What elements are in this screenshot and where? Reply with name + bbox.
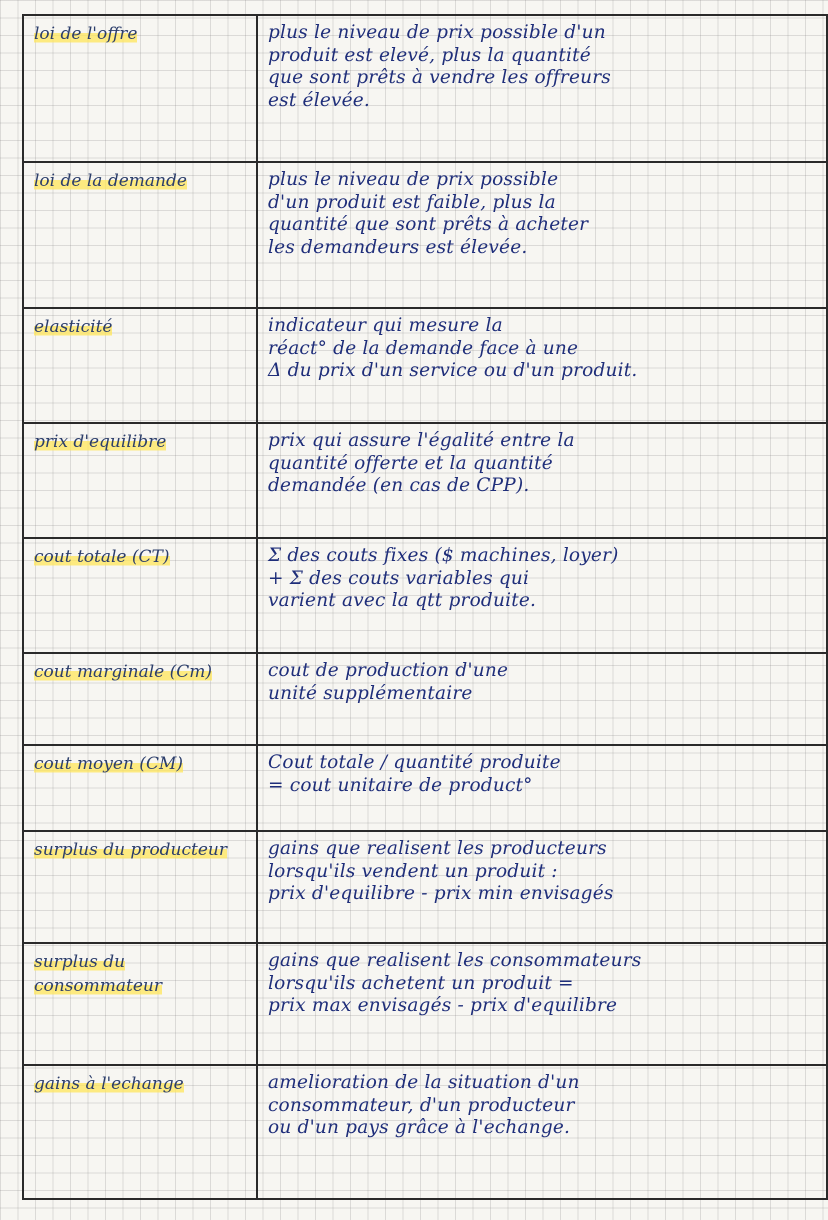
definition-cell [257, 943, 827, 1065]
definition-line: unité supplémentaire [268, 682, 473, 704]
term-label: loi de l'offre [34, 24, 138, 44]
definition-text [268, 315, 816, 383]
definition-line: ou d'un pays grâce à l'echange. [268, 1117, 571, 1138]
definition-cell [257, 15, 827, 162]
term-cell [23, 1065, 257, 1199]
term-label: surplus du consommateur [34, 952, 163, 996]
definition-line: amelioration de la situation d'un [268, 1072, 580, 1093]
term-cell [23, 15, 257, 162]
definition-line: que sont prêts à vendre les offreurs [268, 67, 611, 88]
definition-text [268, 752, 816, 797]
definition-line: réact° de la demande face à une [268, 337, 579, 359]
definition-line: + Σ des couts variables qui [268, 567, 530, 589]
definition-line: plus le niveau de prix possible [268, 169, 559, 190]
term-cell [23, 653, 257, 745]
definition-text [268, 545, 816, 613]
definition-line: demandée (en cas de CPP). [268, 475, 530, 496]
definition-cell [257, 423, 827, 538]
definition-line: prix qui assure l'égalité entre la [268, 430, 575, 451]
table-row [23, 423, 827, 538]
definition-line: quantité que sont prêts à acheter [268, 214, 589, 235]
definition-line: produit est elevé, plus la quantité [268, 44, 591, 66]
table-row [23, 162, 827, 308]
definition-cell [257, 1065, 827, 1199]
definition-text [268, 430, 816, 498]
vocabulary-table [22, 14, 828, 1200]
definition-cell [257, 745, 827, 831]
term-cell [23, 423, 257, 538]
definition-cell [257, 538, 827, 653]
vocabulary-sheet [22, 14, 828, 1198]
definition-line: lorsqu'ils achetent un produit = [268, 972, 574, 994]
definition-line: prix d'equilibre - prix min envisagés [268, 883, 614, 904]
term-cell [23, 943, 257, 1065]
definition-line: Cout totale / quantité produite [268, 752, 561, 773]
term-label: surplus du producteur [34, 840, 227, 860]
definition-line: Σ des couts fixes ($ machines, loyer) [268, 545, 619, 566]
term-cell [23, 308, 257, 423]
term-cell [23, 162, 257, 308]
definition-line: indicateur qui mesure la [268, 315, 503, 336]
term-label: elasticité [34, 317, 113, 337]
table-row [23, 745, 827, 831]
definition-cell [257, 653, 827, 745]
table-row [23, 538, 827, 653]
term-label: gains à l'echange [34, 1074, 184, 1094]
definition-text [268, 950, 816, 1018]
table-row [23, 653, 827, 745]
term-label: cout marginale (Cm) [34, 662, 213, 682]
table-row [23, 15, 827, 162]
table-row [23, 943, 827, 1065]
definition-text [268, 838, 816, 906]
table-row [23, 308, 827, 423]
term-label: cout totale (CT) [34, 547, 170, 567]
table-row [23, 1065, 827, 1199]
table-row [23, 831, 827, 943]
definition-line: = cout unitaire de product° [268, 774, 533, 796]
definition-line: prix max envisagés - prix d'equilibre [268, 995, 618, 1016]
definition-line: gains que realisent les consommateurs [268, 950, 642, 971]
definition-cell [257, 162, 827, 308]
definition-line: cout de production d'une [268, 660, 509, 681]
definition-line: consommateur, d'un producteur [268, 1094, 575, 1116]
definition-line: lorsqu'ils vendent un produit : [268, 860, 558, 882]
definition-text [268, 169, 816, 259]
term-label: prix d'equilibre [34, 432, 167, 452]
definition-line: plus le niveau de prix possible d'un [268, 22, 606, 43]
definition-cell [257, 831, 827, 943]
term-cell [23, 831, 257, 943]
definition-line: gains que realisent les producteurs [268, 838, 607, 859]
definition-text [268, 660, 816, 705]
definition-line: Δ du prix d'un service ou d'un produit. [268, 360, 638, 381]
definition-text [268, 1072, 816, 1140]
term-cell [23, 745, 257, 831]
term-label: cout moyen (CM) [34, 754, 183, 774]
term-cell [23, 538, 257, 653]
definition-text [268, 22, 816, 112]
definition-cell [257, 308, 827, 423]
term-label: loi de la demande [34, 171, 187, 191]
definition-line: est élevée. [268, 89, 370, 111]
definition-line: d'un produit est faible, plus la [268, 191, 556, 213]
definition-line: quantité offerte et la quantité [268, 452, 553, 474]
definition-line: varient avec la qtt produite. [268, 590, 537, 611]
definition-line: les demandeurs est élevée. [268, 236, 528, 258]
